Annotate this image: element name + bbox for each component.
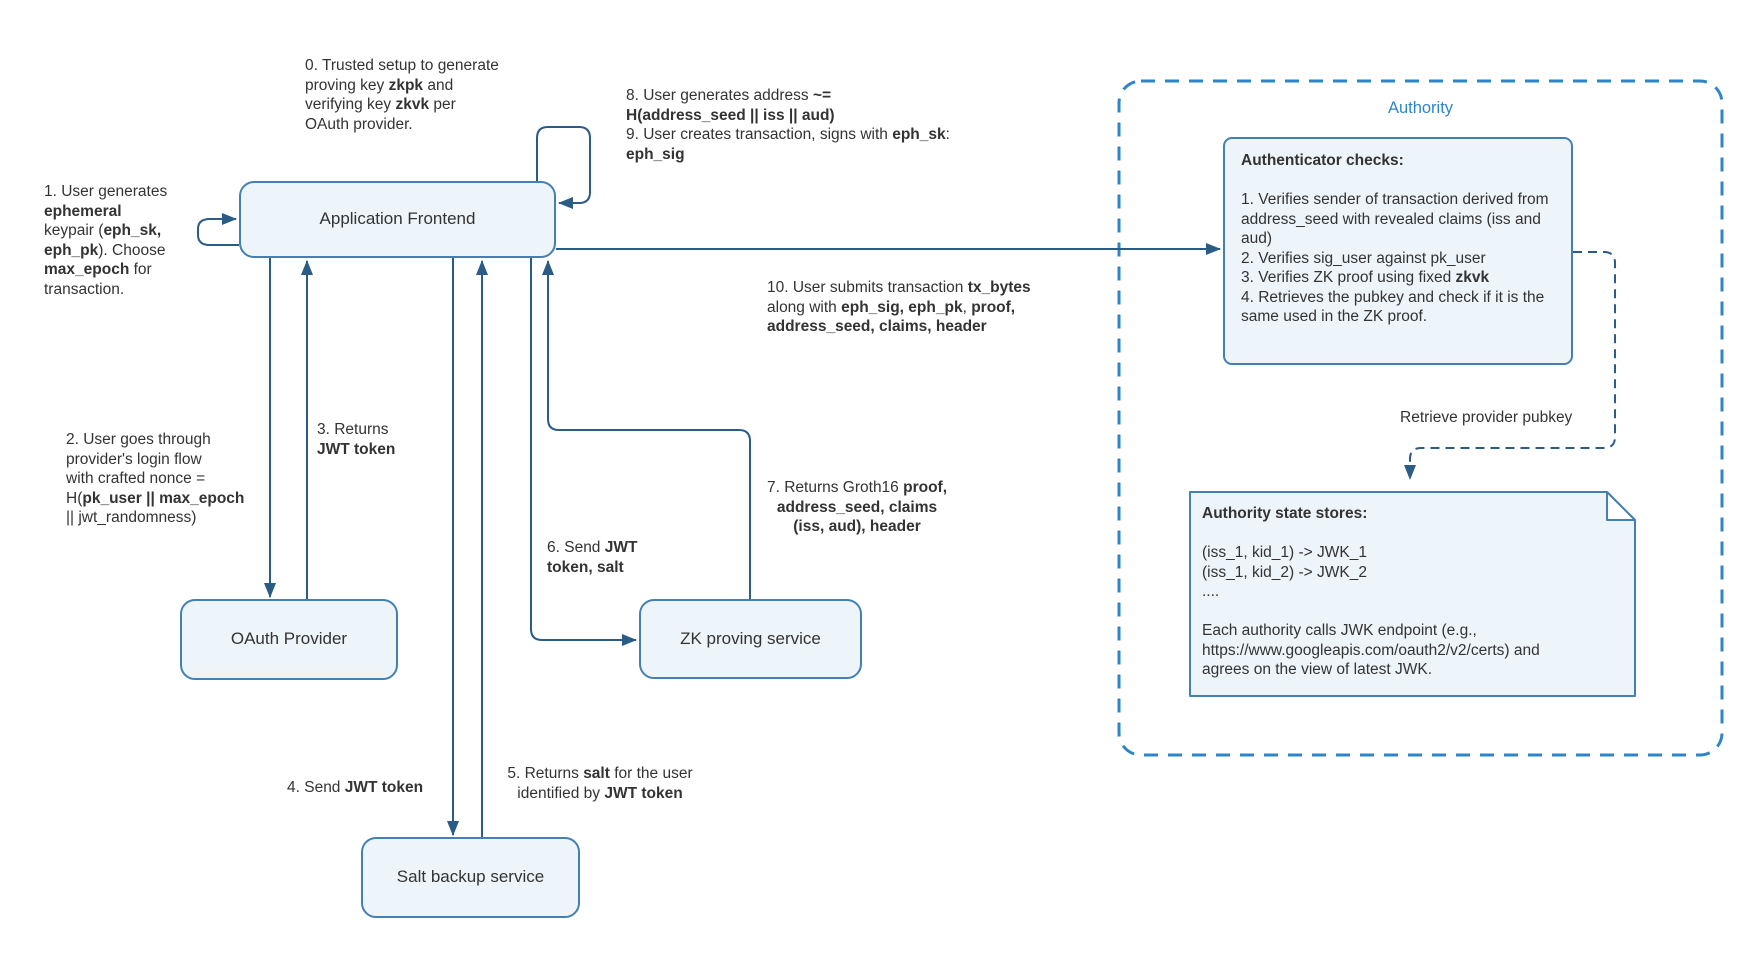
annotation-step-4: 4. Send JWT token <box>287 779 424 796</box>
annotation-step-0: 0. Trusted setup to generate proving key zkpk and verifying key zkvk per OAuth provider. <box>305 57 499 133</box>
arrow-frontend-to-zk <box>531 258 636 640</box>
annotation-step-1: 1. User generates ephemeral keypair (eph_sk, eph_pk). Choose max_epoch for transaction. <box>44 183 168 298</box>
node-salt-backup-service <box>361 837 580 918</box>
authority-container-label: Authority <box>1387 99 1454 117</box>
arrow-frontend-self-loop-left <box>198 219 239 245</box>
node-application-frontend <box>239 181 556 258</box>
annotation-step-2: 2. User goes through provider's login flow with crafted nonce = H(pk_user || max_epoch || jwt_randomness) <box>66 431 245 526</box>
authority-state-note-fold-corner <box>1607 492 1635 520</box>
annotation-step-6: 6. Send JWT token, salt <box>547 539 638 576</box>
annotation-step-10: 10. User submits transaction tx_bytes along with eph_sig, eph_pk, proof, address_seed, claims, header <box>767 279 1031 335</box>
node-salt-backup-service-label: Salt backup service <box>396 867 545 887</box>
annotation-retrieve-provider-pubkey: Retrieve provider pubkey <box>1400 409 1573 426</box>
node-zk-proving-service-label: ZK proving service <box>680 628 821 648</box>
annotation-step-5: 5. Returns salt for the user identified by JWT token <box>507 765 693 802</box>
node-oauth-provider-label: OAuth Provider <box>230 629 348 649</box>
annotation-step-7: 7. Returns Groth16 proof, address_seed, claims (iss, aud), header <box>766 479 948 535</box>
authenticator-checks-box: Authenticator checks: 1. Verifies sender of transaction derived from address_seed with revealed claims (iss and aud) 2. Verifies sig_user against pk_user 3. Verifies ZK proof using fixed zkvk 4. Retrieves the pubkey and check if it is the same used in the ZK proof. <box>1223 137 1573 365</box>
node-oauth-provider <box>180 599 398 680</box>
annotation-step-3: 3. Returns JWT token <box>317 421 396 458</box>
annotation-steps-8-9: 8. User generates address ~= H(address_seed || iss || aud) 9. User creates transaction, signs with eph_sk: eph_sig <box>626 87 950 163</box>
authority-state-note-text: Authority state stores: (iss_1, kid_1) -> JWK_1 (iss_1, kid_2) -> JWK_2 .... Each authority calls JWK endpoint (e.g., https://www.googleapis.com/oauth2/v2/certs) and agrees on the view of latest JWK. <box>1202 505 1540 678</box>
node-application-frontend-label: Application Frontend <box>319 209 476 229</box>
node-zk-proving-service <box>639 599 862 679</box>
